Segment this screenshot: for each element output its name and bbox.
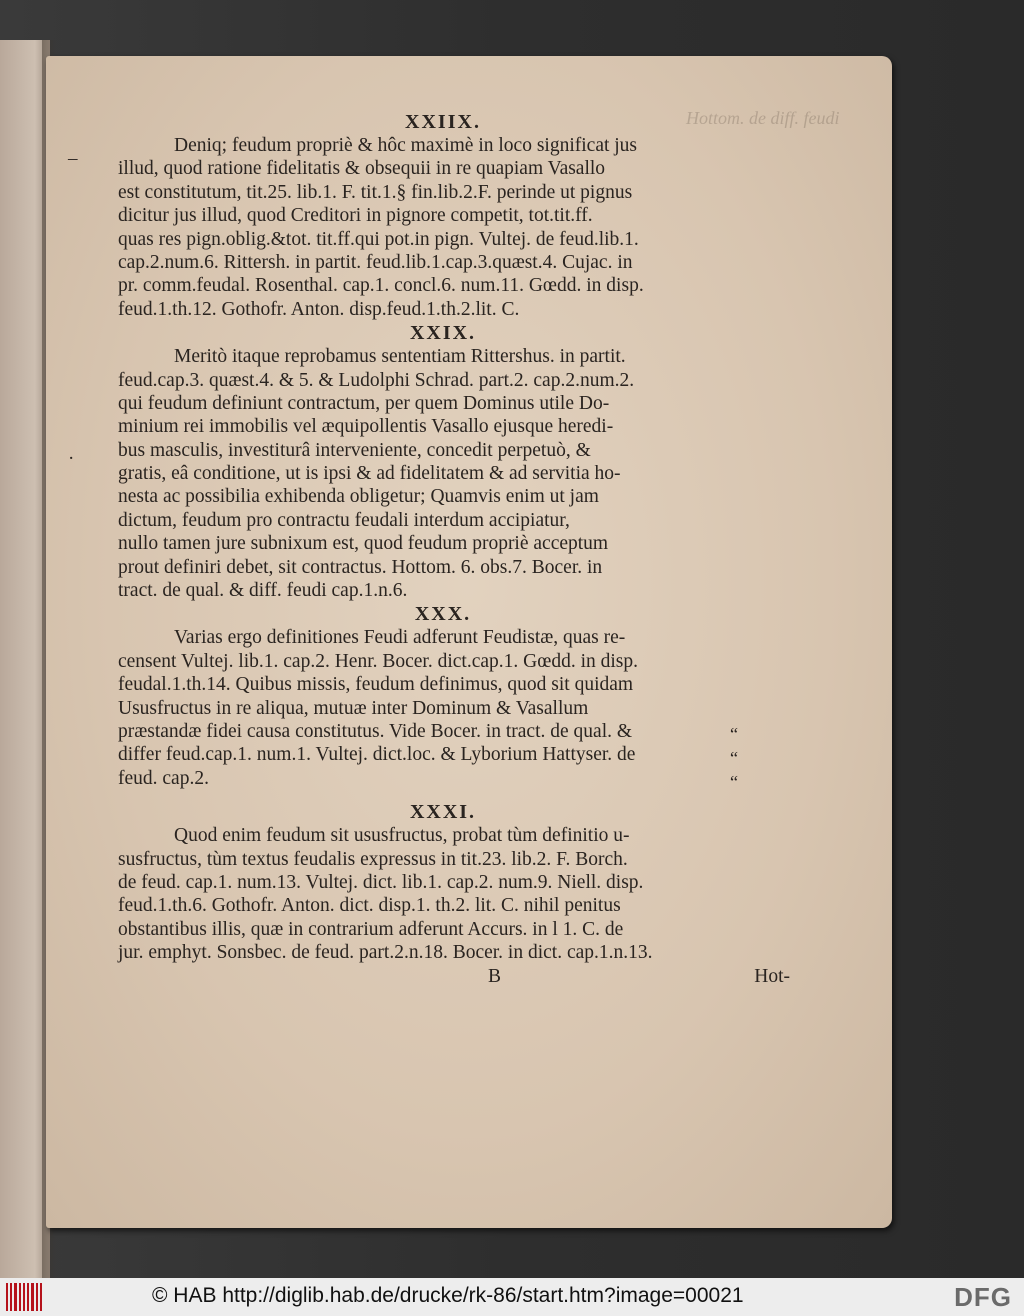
margin-quote: “ [730,748,738,768]
dfg-logo: DFG [954,1282,1012,1312]
text-line: nullo tamen jure subnixum est, quod feudum propriè acceptum [118,533,609,555]
section-heading: XXXI. [409,801,477,824]
text-line: Quod enim feudum sit ususfructus, probat tùm definitio u- [174,825,630,847]
catchword: Hot- [754,965,790,987]
text-line: qui feudum definiunt contractum, per quem Dominus utile Do- [118,392,610,414]
margin-dot-mark: · [68,448,75,469]
spacer [118,790,768,800]
text-line: Ususfructus in re aliqua, mutuæ inter Dominum & Vasallum [118,697,589,719]
text-line: gratis, eâ conditione, ut is ipsi & ad fidelitatem & ad servitia ho- [118,463,621,485]
text-line: jur. emphyt. Sonsbec. de feud. part.2.n.18. Bocer. in dict. cap.1.n.13. [118,942,653,964]
hab-barcode-icon [6,1283,42,1311]
text-line: feud.1.th.6. Gothofr. Anton. dict. disp.1. th.2. lit. C. nihil penitus [118,895,621,917]
margin-quote: “ [730,772,738,792]
text-line: feudal.1.th.14. Quibus missis, feudum definimus, quod sit quidam [118,674,634,696]
text-line: Deniq; feudum propriè & hôc maximè in loco significat jus [174,135,638,156]
margin-quote-marks [730,722,738,794]
margin-quote: “ [730,724,738,744]
text-line: de feud. cap.1. num.13. Vultej. dict. lib.1. cap.2. num.9. Niell. disp. [118,871,644,893]
text-line: Meritò itaque reprobamus sententiam Rittershus. in partit. [174,346,626,368]
page-footer [118,965,790,989]
text-line: cap.2.num.6. Rittersh. in partit. feud.lib.1.cap.3.quæst.4. Cujac. in [118,251,633,273]
text-line: Varias ergo definitiones Feudi adferunt Feudistæ, quas re- [174,627,626,649]
section-paragraph [118,824,768,964]
section-heading: XXIIX. [405,111,481,133]
text-line: nesta ac possibilia exhibenda obligetur; Quamvis enim ut jam [118,486,599,508]
section-paragraph [118,345,768,602]
section-paragraph [118,134,768,321]
text-line: feud.1.th.12. Gothofr. Anton. disp.feud.1.th.2.lit. C. [118,298,520,320]
text-line: minium rei immobilis vel æquipollentis Vasallo ejusque heredi- [118,416,614,438]
text-line: tract. de qual. & diff. feudi cap.1.n.6. [118,580,408,602]
text-line: quas res pign.oblig.&tot. tit.ff.qui pot.in pign. Vultej. de feud.lib.1. [118,228,639,250]
text-line: susfructus, tùm textus feudalis expressus in tit.23. lib.2. F. Borch. [118,848,628,870]
credit-bar [0,1278,1024,1316]
text-line: obstantibus illis, quæ in contrarium adferunt Accurs. in l 1. C. de [118,918,624,940]
bleed-through-text: Hottom. de diff. feudi [686,108,840,128]
text-line: bus masculis, investiturâ interveniente, concedit perpetuò, & [118,439,591,461]
margin-dash-mark: – [68,148,78,169]
text-line: dicitur jus illud, quod Creditori in pignore competit, tot.tit.ff. [118,205,593,227]
text-line: pr. comm.feudal. Rosenthal. cap.1. concl.6. num.11. Gœdd. in disp. [118,275,644,297]
text-line: feud.cap.3. quæst.4. & 5. & Ludolphi Schrad. part.2. cap.2.num.2. [118,369,635,391]
text-line: differ feud.cap.1. num.1. Vultej. dict.loc. & Lyborium Hattyser. de [118,744,636,766]
text-line: censent Vultej. lib.1. cap.2. Henr. Bocer. dict.cap.1. Gœdd. in disp. [118,650,638,672]
text-line: prout definiri debet, sit contractus. Hottom. 6. obs.7. Bocer. in [118,556,603,578]
text-line: illud, quod ratione fidelitatis & obsequii in re quapiam Vasallo [118,158,606,180]
copyright-link[interactable]: © HAB http://diglib.hab.de/drucke/rk-86/start.htm?image=00021 [152,1284,744,1307]
text-line: est constitutum, tit.25. lib.1. F. tit.1.§ fin.lib.2.F. perinde ut pignus [118,181,633,203]
text-line: dictum, feudum pro contractu feudali interdum accipiatur, [118,509,570,531]
section-paragraph [118,626,768,790]
signature-mark: B [488,965,502,987]
text-line: feud. cap.2. [118,767,209,789]
section-heading: XXIX. [409,322,477,345]
section-heading: XXX. [414,603,472,626]
book-page [46,56,892,1228]
text-line: præstandæ fidei causa constitutus. Vide Bocer. in tract. de qual. & [118,720,633,742]
